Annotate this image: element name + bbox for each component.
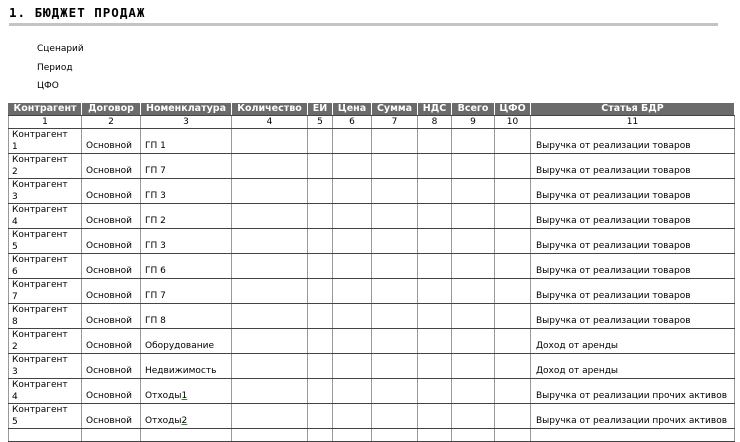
spellcheck-mark: 2 <box>181 415 188 426</box>
cell-price[interactable] <box>333 254 372 279</box>
cell-total[interactable] <box>452 404 495 429</box>
cell-quantity[interactable] <box>232 354 308 379</box>
cell-unit[interactable] <box>308 354 333 379</box>
cell-cfo[interactable] <box>495 129 531 154</box>
col-header-contract[interactable]: Договор <box>82 103 141 116</box>
contractor-number: 3 <box>12 366 18 377</box>
col-number: 6 <box>333 116 372 129</box>
cell-vat[interactable] <box>418 304 452 329</box>
cell-unit[interactable] <box>308 304 333 329</box>
col-header-amount[interactable]: Сумма <box>372 103 418 116</box>
cell-contract[interactable]: Основной <box>82 204 141 229</box>
param-cfo: ЦФО <box>37 81 59 91</box>
contractor-number: 3 <box>12 191 18 202</box>
cell-unit[interactable] <box>308 229 333 254</box>
cell-quantity[interactable] <box>232 379 308 404</box>
cell-contract[interactable]: Основной <box>82 329 141 354</box>
cell-price[interactable] <box>333 154 372 179</box>
cell-quantity[interactable] <box>232 204 308 229</box>
cell-amount[interactable] <box>372 229 418 254</box>
spellcheck-mark: 1 <box>181 390 188 401</box>
cell-item[interactable] <box>141 129 232 154</box>
cell-cfo[interactable] <box>495 204 531 229</box>
col-number: 7 <box>372 116 418 129</box>
contractor-name: Контрагент <box>12 330 68 340</box>
col-number: 9 <box>452 116 495 129</box>
col-number: 2 <box>82 116 141 129</box>
cell-unit[interactable] <box>308 279 333 304</box>
cell-cfo[interactable] <box>495 179 531 204</box>
cell-contract[interactable]: Основной <box>82 179 141 204</box>
cell-contractor[interactable] <box>9 179 82 204</box>
table-row <box>9 329 735 354</box>
cell-contract[interactable]: Основной <box>82 354 141 379</box>
item-name: ГП 3 <box>145 240 166 251</box>
page-title: 1. БЮДЖЕТ ПРОДАЖ <box>9 5 718 26</box>
cell-cfo[interactable] <box>495 379 531 404</box>
cell-total[interactable] <box>452 354 495 379</box>
sales-budget-table <box>8 103 735 442</box>
cell-contract[interactable]: Основной <box>82 379 141 404</box>
col-number: 3 <box>141 116 232 129</box>
cell-contractor[interactable] <box>9 229 82 254</box>
cell-vat[interactable] <box>418 329 452 354</box>
contractor-number: 5 <box>12 241 18 252</box>
cell-amount[interactable] <box>372 404 418 429</box>
cell-article[interactable]: Выручка от реализации товаров <box>531 304 735 329</box>
cell-amount[interactable] <box>372 304 418 329</box>
cell-vat[interactable] <box>418 204 452 229</box>
contractor-name: Контрагент <box>12 155 68 165</box>
cell-item[interactable] <box>141 304 232 329</box>
cell-cfo[interactable] <box>495 229 531 254</box>
cell-vat[interactable] <box>418 179 452 204</box>
col-header-article[interactable]: Статья БДР <box>531 103 735 116</box>
contractor-number: 8 <box>12 316 18 327</box>
cell-contractor[interactable] <box>9 254 82 279</box>
cell-article[interactable]: Выручка от реализации прочих активов <box>531 404 735 429</box>
cell-contract[interactable]: Основной <box>82 404 141 429</box>
cell-contractor[interactable] <box>9 279 82 304</box>
cell-vat[interactable] <box>418 404 452 429</box>
table-row <box>9 354 735 379</box>
cell-unit[interactable] <box>308 254 333 279</box>
cell-vat[interactable] <box>418 379 452 404</box>
cell-total[interactable] <box>452 229 495 254</box>
col-header-quantity[interactable]: Количество <box>232 103 308 116</box>
cell-article[interactable]: Выручка от реализации прочих активов <box>531 379 735 404</box>
item-name: ГП 7 <box>145 290 166 301</box>
cell-quantity[interactable] <box>232 129 308 154</box>
cell-contractor[interactable] <box>9 204 82 229</box>
item-name: Отходы1 <box>145 390 188 401</box>
cell-article[interactable]: Выручка от реализации товаров <box>531 129 735 154</box>
table-row <box>9 254 735 279</box>
cell-vat[interactable] <box>418 229 452 254</box>
col-number: 5 <box>308 116 333 129</box>
contractor-number: 2 <box>12 166 18 177</box>
cell-item[interactable] <box>141 154 232 179</box>
cell-amount[interactable] <box>372 254 418 279</box>
cell-contract[interactable]: Основной <box>82 129 141 154</box>
contractor-name: Контрагент <box>12 380 68 390</box>
cell-price[interactable] <box>333 379 372 404</box>
cell-amount[interactable] <box>372 129 418 154</box>
param-scenario: Сценарий <box>37 44 84 54</box>
cell-vat[interactable] <box>418 154 452 179</box>
cell-contract[interactable]: Основной <box>82 304 141 329</box>
cell-amount[interactable] <box>372 179 418 204</box>
contractor-number: 4 <box>12 216 18 227</box>
cell-unit[interactable] <box>308 204 333 229</box>
table-row <box>9 404 735 429</box>
cell-amount[interactable] <box>372 204 418 229</box>
cell-item[interactable] <box>141 229 232 254</box>
cell-total[interactable] <box>452 279 495 304</box>
cell-cfo[interactable] <box>495 254 531 279</box>
col-header-cfo[interactable]: ЦФО <box>495 103 531 116</box>
contractor-name: Контрагент <box>12 405 68 415</box>
cell-article[interactable]: Выручка от реализации товаров <box>531 254 735 279</box>
cell-price[interactable] <box>333 229 372 254</box>
cell-vat[interactable] <box>418 279 452 304</box>
cell-contractor[interactable] <box>9 404 82 429</box>
item-name: ГП 7 <box>145 165 166 176</box>
contractor-name: Контрагент <box>12 180 68 190</box>
contractor-name: Контрагент <box>12 305 68 315</box>
cell-contractor[interactable] <box>9 154 82 179</box>
cell-price[interactable] <box>333 304 372 329</box>
contractor-name: Контрагент <box>12 255 68 265</box>
cell-contractor[interactable] <box>9 379 82 404</box>
contractor-number: 1 <box>12 141 18 152</box>
param-period: Период <box>37 62 73 73</box>
col-number: 8 <box>418 116 452 129</box>
cell-total[interactable] <box>452 304 495 329</box>
col-header-price[interactable]: Цена <box>333 103 372 116</box>
cell-quantity[interactable] <box>232 329 308 354</box>
contractor-number: 6 <box>12 266 18 277</box>
contractor-number: 4 <box>12 391 18 402</box>
cell-amount[interactable] <box>372 279 418 304</box>
cell-unit[interactable] <box>308 129 333 154</box>
cell-item[interactable] <box>141 354 232 379</box>
cell-unit[interactable] <box>308 379 333 404</box>
cell-vat[interactable] <box>418 129 452 154</box>
contractor-name: Контрагент <box>12 280 68 290</box>
col-number: 1 <box>9 116 82 129</box>
cell-contract[interactable]: Основной <box>82 279 141 304</box>
contractor-name: Контрагент <box>12 205 68 215</box>
cell-cfo[interactable] <box>495 354 531 379</box>
table-row <box>9 279 735 304</box>
cell-unit[interactable] <box>308 154 333 179</box>
cell-price[interactable] <box>333 129 372 154</box>
col-number: 11 <box>531 116 735 129</box>
item-name: ГП 8 <box>145 315 166 326</box>
cell-price[interactable] <box>333 204 372 229</box>
cell-price[interactable] <box>333 179 372 204</box>
cell-cfo[interactable] <box>495 304 531 329</box>
cell-unit[interactable] <box>308 404 333 429</box>
cell-price[interactable] <box>333 329 372 354</box>
cell-total[interactable] <box>452 179 495 204</box>
cell-cfo[interactable] <box>495 404 531 429</box>
cell-total[interactable] <box>452 129 495 154</box>
cell-contract[interactable]: Основной <box>82 154 141 179</box>
cell-quantity[interactable] <box>232 254 308 279</box>
cell-article[interactable]: Выручка от реализации товаров <box>531 179 735 204</box>
cell-item[interactable] <box>141 179 232 204</box>
cell-contractor[interactable] <box>9 129 82 154</box>
cell-unit[interactable] <box>308 179 333 204</box>
cell-article[interactable]: Выручка от реализации товаров <box>531 204 735 229</box>
header-row <box>9 103 735 116</box>
table-row <box>9 204 735 229</box>
cell-total[interactable] <box>452 154 495 179</box>
cell-quantity[interactable] <box>232 404 308 429</box>
cell-item[interactable] <box>141 404 232 429</box>
cell-amount[interactable] <box>372 354 418 379</box>
cell-contractor[interactable] <box>9 354 82 379</box>
cell-article[interactable]: Выручка от реализации товаров <box>531 279 735 304</box>
cell-total[interactable] <box>452 204 495 229</box>
col-header-total[interactable]: Всего <box>452 103 495 116</box>
contractor-name: Контрагент <box>12 230 68 240</box>
col-header-item[interactable]: Номенклатура <box>141 103 232 116</box>
cell-total[interactable] <box>452 254 495 279</box>
cell-amount[interactable] <box>372 379 418 404</box>
column-number-row <box>9 116 735 129</box>
cell-cfo[interactable] <box>495 154 531 179</box>
parameters-block <box>37 43 84 99</box>
col-header-vat[interactable]: НДС <box>418 103 452 116</box>
cell-item[interactable] <box>141 329 232 354</box>
table-row <box>9 129 735 154</box>
cell-vat[interactable] <box>418 254 452 279</box>
cell-total[interactable] <box>452 379 495 404</box>
table-row <box>9 154 735 179</box>
cell-amount[interactable] <box>372 154 418 179</box>
cell-quantity[interactable] <box>232 279 308 304</box>
cell-quantity[interactable] <box>232 229 308 254</box>
contractor-number: 7 <box>12 291 18 302</box>
cell-quantity[interactable] <box>232 179 308 204</box>
cell-price[interactable] <box>333 404 372 429</box>
cell-contract[interactable]: Основной <box>82 254 141 279</box>
cell-quantity[interactable] <box>232 154 308 179</box>
cell-unit[interactable] <box>308 329 333 354</box>
item-name: Отходы2 <box>145 415 188 426</box>
contractor-name: Контрагент <box>12 355 68 365</box>
col-number: 4 <box>232 116 308 129</box>
item-name: ГП 1 <box>145 140 166 151</box>
table-row <box>9 179 735 204</box>
cell-item[interactable] <box>141 279 232 304</box>
table-row <box>9 379 735 404</box>
cell-item[interactable] <box>141 204 232 229</box>
item-name: ГП 3 <box>145 190 166 201</box>
cell-quantity[interactable] <box>232 304 308 329</box>
cell-article[interactable]: Доход от аренды <box>531 354 735 379</box>
cell-cfo[interactable] <box>495 279 531 304</box>
col-header-unit[interactable]: ЕИ <box>308 103 333 116</box>
contractor-number: 5 <box>12 416 18 427</box>
item-name: ГП 2 <box>145 215 166 226</box>
item-name: ГП 6 <box>145 265 166 276</box>
cell-item[interactable] <box>141 379 232 404</box>
cell-vat[interactable] <box>418 354 452 379</box>
contractor-name: Контрагент <box>12 130 68 140</box>
cell-item[interactable] <box>141 254 232 279</box>
cell-contract[interactable]: Основной <box>82 229 141 254</box>
cell-price[interactable] <box>333 354 372 379</box>
table-row <box>9 229 735 254</box>
col-number: 10 <box>495 116 531 129</box>
item-name: Оборудование <box>145 340 214 351</box>
col-header-contractor[interactable]: Контрагент <box>9 103 82 116</box>
table-row <box>9 304 735 329</box>
cell-contractor[interactable] <box>9 304 82 329</box>
cell-price[interactable] <box>333 279 372 304</box>
cell-amount[interactable] <box>372 329 418 354</box>
item-name: Недвижимость <box>145 365 217 376</box>
cell-total[interactable] <box>452 329 495 354</box>
cell-article[interactable]: Выручка от реализации товаров <box>531 154 735 179</box>
cell-contractor[interactable] <box>9 329 82 354</box>
contractor-number: 2 <box>12 341 18 352</box>
cell-article[interactable]: Доход от аренды <box>531 329 735 354</box>
cell-cfo[interactable] <box>495 329 531 354</box>
cell-article[interactable]: Выручка от реализации товаров <box>531 229 735 254</box>
